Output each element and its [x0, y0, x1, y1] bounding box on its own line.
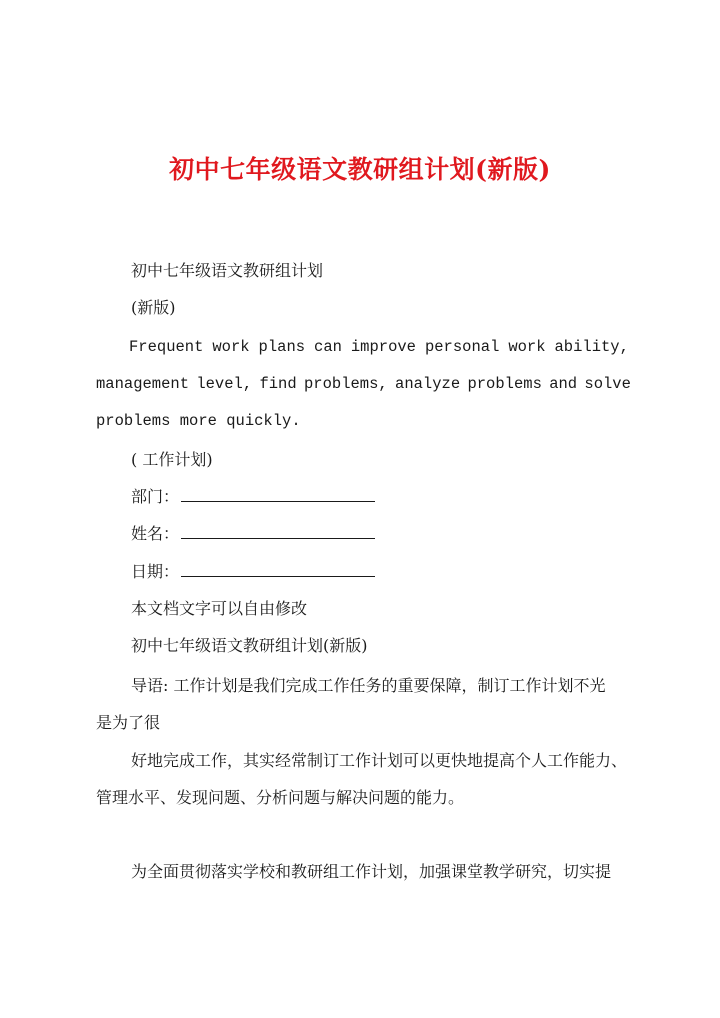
intro-line-2: 是为了很	[96, 713, 161, 732]
work-plan-label: ( 工作计划)	[131, 450, 213, 469]
name-blank-line	[181, 524, 375, 539]
english-word: improve	[350, 338, 416, 356]
repeat-title: 初中七年级语文教研组计划(新版)	[131, 636, 368, 655]
english-word: work	[212, 338, 250, 356]
department-blank-line	[181, 487, 375, 502]
english-line-3: problems more quickly.	[96, 412, 301, 430]
english-word: analyze	[395, 375, 461, 393]
department-field	[131, 487, 375, 507]
english-word: solve	[584, 375, 631, 393]
date-label: 日期：	[131, 562, 180, 581]
english-word: Frequent	[129, 338, 204, 356]
english-line-2	[96, 374, 631, 394]
english-word: work	[508, 338, 546, 356]
english-line-1	[129, 337, 629, 357]
date-blank-line	[181, 562, 375, 577]
subtitle-version: (新版)	[131, 298, 176, 317]
paragraph-line-2: 管理水平、发现问题、分析问题与解决问题的能力。	[96, 788, 465, 807]
editable-note: 本文档文字可以自由修改	[131, 599, 308, 618]
intro-line-1: 导语: 工作计划是我们完成工作任务的重要保障，制订工作计划不光	[131, 676, 606, 695]
subtitle-line: 初中七年级语文教研组计划	[131, 261, 324, 280]
english-word: problems	[467, 375, 542, 393]
department-label: 部门：	[131, 487, 180, 506]
english-word: and	[549, 375, 578, 393]
english-word: ability,	[554, 338, 629, 356]
paragraph-line-1: 好地完成工作，其实经常制订工作计划可以更快地提高个人工作能力、	[131, 751, 628, 770]
english-word: management	[96, 375, 190, 393]
english-word: can	[314, 338, 342, 356]
english-word: find	[259, 375, 297, 393]
name-field	[131, 524, 375, 544]
document-title: 初中七年级语文教研组计划(新版)	[169, 155, 551, 184]
name-label: 姓名：	[131, 524, 180, 543]
english-word: personal	[424, 338, 500, 356]
paragraph2-line-1: 为全面贯彻落实学校和教研组工作计划，加强课堂教学研究，切实提	[131, 862, 612, 881]
english-word: level,	[196, 375, 253, 393]
english-word: plans	[258, 338, 306, 356]
date-field	[131, 562, 375, 582]
english-word: problems,	[303, 375, 388, 393]
